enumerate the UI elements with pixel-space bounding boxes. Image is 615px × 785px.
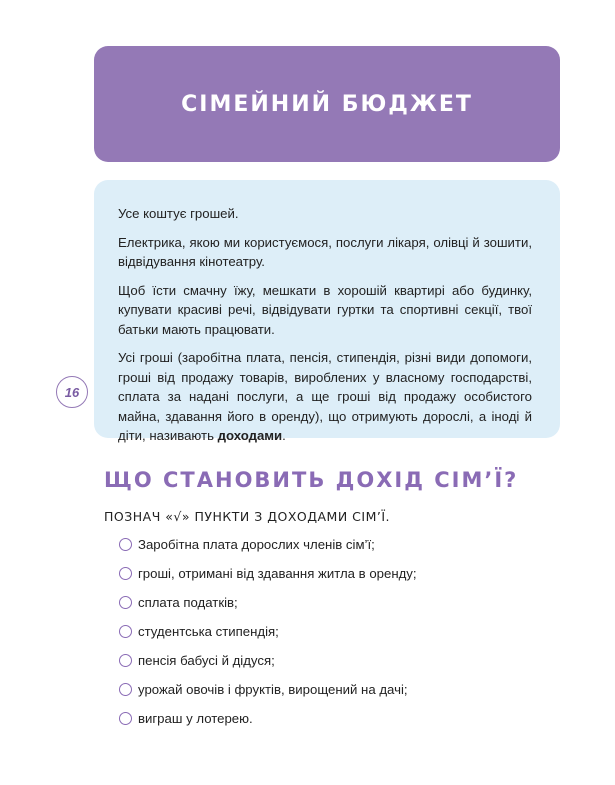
checklist-item-label: сплата податків; — [138, 595, 238, 610]
checkbox-circle-icon[interactable] — [119, 538, 132, 551]
checklist-item-label: виграш у лотерею. — [138, 711, 253, 726]
intro-paragraph-4-text: Усі гроші (заробітна плата, пенсія, стипендія, різні види допомоги, гроші від продажу товарів, вироблених у власному господарстві, сплата за надані послуги, а ще гроші від продажу особистого майна, здавання його в оренду), що отримують дорослі, а іноді й діти, називають — [118, 350, 532, 443]
checklist-item — [119, 646, 417, 675]
intro-panel — [94, 180, 560, 443]
intro-paragraph-1: Усе коштує грошей. — [118, 206, 239, 221]
checkbox-circle-icon[interactable] — [119, 596, 132, 609]
checklist-item-label: студентська стипендія; — [138, 624, 279, 639]
checklist-item — [119, 559, 417, 588]
checklist-item-label: урожай овочів і фруктів, вирощений на дачі; — [138, 682, 408, 697]
checklist-item-label: пенсія бабусі й дідуся; — [138, 653, 275, 668]
checklist-item — [119, 530, 417, 559]
checklist-item — [119, 617, 417, 646]
checklist-item — [119, 588, 417, 617]
checklist-item — [119, 704, 417, 733]
checkbox-circle-icon[interactable] — [119, 567, 132, 580]
section-heading: ЩО СТАНОВИТЬ ДОХІД СІМ’Ї? — [104, 468, 519, 492]
intro-paragraph-4 — [118, 348, 532, 446]
task-instruction: ПОЗНАЧ «√» ПУНКТИ З ДОХОДАМИ СІМ’Ї. — [104, 509, 390, 524]
checkbox-circle-icon[interactable] — [119, 654, 132, 667]
checklist-item-label: Заробітна плата дорослих членів сім’ї; — [138, 537, 375, 552]
page-title: СІМЕЙНИЙ БЮДЖЕТ — [181, 91, 473, 117]
income-checklist — [119, 530, 417, 733]
page-number: 16 — [56, 376, 88, 408]
checkbox-circle-icon[interactable] — [119, 712, 132, 725]
checklist-item-label: гроші, отримані від здавання житла в оренду; — [138, 566, 417, 581]
checklist-item — [119, 675, 417, 704]
checkbox-circle-icon[interactable] — [119, 625, 132, 638]
intro-paragraph-2: Електрика, якою ми користуємося, послуги лікаря, олівці й зошити, відвідування кінотеатру. — [118, 234, 532, 269]
intro-paragraph-3: Щоб їсти смачну їжу, мешкати в хорошій квартирі або будинку, купувати красиві речі, відвідувати гуртки та спортивні секції, твої батьки мають працювати. — [118, 282, 532, 337]
title-banner — [94, 46, 560, 162]
intro-paragraph-4-end: . — [282, 428, 286, 443]
checkbox-circle-icon[interactable] — [119, 683, 132, 696]
income-term: доходами — [217, 428, 283, 443]
